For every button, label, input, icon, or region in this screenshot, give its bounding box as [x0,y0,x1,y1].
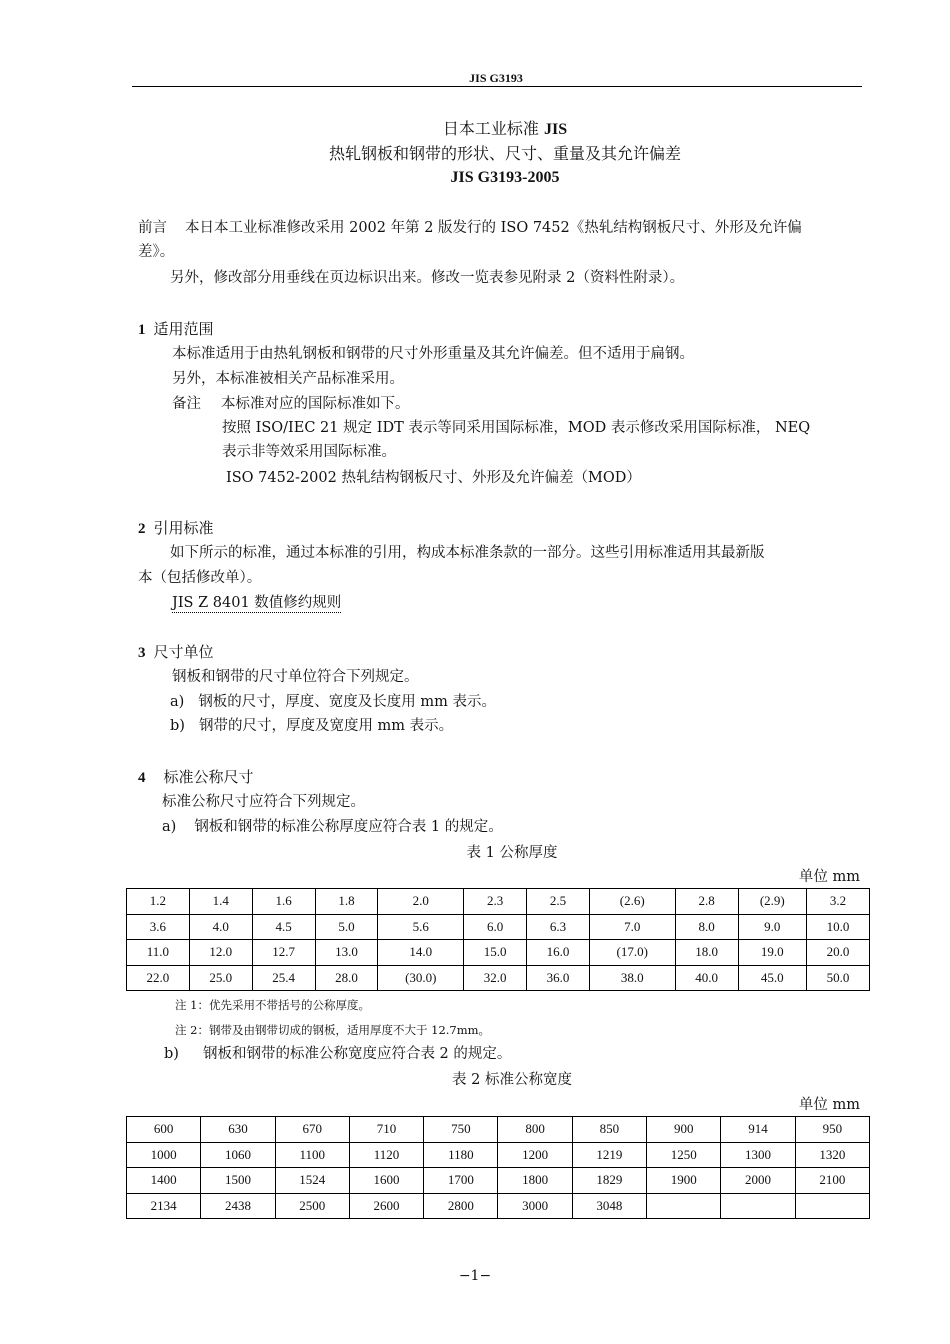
title-line-1 [0,117,950,142]
table-cell: 2.3 [464,889,527,915]
section-2-number: 2 [138,521,146,537]
section-3-title: 尺寸单位 [153,643,214,661]
table-cell [795,1193,869,1219]
section-3-p1: 钢板和钢带的尺寸单位符合下列规定。 [172,669,419,685]
section-4-title: 标准公称尺寸 [163,768,254,786]
table-row [127,965,870,991]
table-cell: 10.0 [807,914,870,940]
section-2-p1-line-2: 本（包括修改单）。 [138,570,262,586]
section-2-title: 引用标准 [153,519,214,537]
table-cell: 5.6 [378,914,464,940]
table-cell: 25.4 [252,965,315,991]
table-row [127,914,870,940]
foreword-line-1 [138,216,868,240]
table-cell: 1800 [498,1168,572,1194]
table-cell [721,1193,795,1219]
table-cell: 950 [795,1117,869,1143]
title-line-1-bold: JIS [543,121,568,138]
section-1-p1: 本标准适用于由热轧钢板和钢带的尺寸外形重量及其允许偏差。但不适用于扁钢。 [172,346,694,362]
section-1-number: 1 [138,322,146,338]
table-cell: 14.0 [378,940,464,966]
table-cell: 2.0 [378,889,464,915]
running-header: JIS G3193 [469,71,523,85]
section-2-p1-line-1: 如下所示的标准，通过本标准的引用，构成本标准条款的一部分。这些引用标准适用其最新版 [170,545,765,561]
table-cell: 1400 [127,1168,201,1194]
remark-p2-line-2: 表示非等效采用国际标准。 [222,444,396,460]
table-cell: 50.0 [807,965,870,991]
table-cell: 1219 [572,1142,646,1168]
table-cell: 850 [572,1117,646,1143]
item-b-label: b) [170,718,185,734]
table-cell: 3.6 [127,914,190,940]
table-2-width [126,1116,870,1219]
table-cell: 8.0 [675,914,738,940]
table-cell: (30.0) [378,965,464,991]
title-line-3: JIS G3193-2005 [450,169,560,186]
table-cell: 1900 [647,1168,721,1194]
note-2: 注 2：钢带及由钢带切成的钢板，适用厚度不大于 12.7mm。 [175,1023,491,1037]
item-a-label: a) [162,819,177,835]
table-cell: 1060 [201,1142,275,1168]
foreword-label: 前言 [138,220,167,236]
table-row [127,940,870,966]
reference-link[interactable]: JIS Z 8401 数值修约规则 [172,595,342,611]
foreword-text-1-cont: 差》。 [138,244,175,260]
table-cell: 16.0 [527,940,590,966]
table-cell: 19.0 [738,940,807,966]
table-cell: 1700 [424,1168,498,1194]
table-cell: 12.7 [252,940,315,966]
table-cell: 4.5 [252,914,315,940]
table-cell: 1.8 [315,889,378,915]
item-b-text: 钢板和钢带的标准公称宽度应符合表 2 的规定。 [202,1046,512,1062]
title-line-1-cn: 日本工业标准 [442,119,539,138]
table-cell: 2.8 [675,889,738,915]
table-cell: 1250 [647,1142,721,1168]
header-rule [132,86,862,87]
table-cell: 13.0 [315,940,378,966]
table-cell: 20.0 [807,940,870,966]
table-cell: 1500 [201,1168,275,1194]
table-1-caption: 表 1 公称厚度 [466,845,558,861]
table-cell: 3000 [498,1193,572,1219]
table-cell: 914 [721,1117,795,1143]
table-cell: 38.0 [589,965,675,991]
table-cell: (2.6) [589,889,675,915]
table-cell: 2438 [201,1193,275,1219]
table-1-thickness [126,888,870,991]
section-4-heading [138,766,254,787]
table-2-unit: 单位 mm [798,1097,860,1113]
table-cell: 18.0 [675,940,738,966]
foreword-text-1: 本日本工业标准修改采用 2002 年第 2 版发行的 ISO 7452《热轧结构钢板尺寸、外形及允许偏 [185,220,802,236]
section-3-number: 3 [138,645,146,661]
table-1-unit: 单位 mm [798,869,860,885]
section-3-item-a [170,690,496,714]
table-cell: 600 [127,1117,201,1143]
table-cell: 2000 [721,1168,795,1194]
table-cell: 2100 [795,1168,869,1194]
table-cell: 800 [498,1117,572,1143]
table-cell: 5.0 [315,914,378,940]
table-cell: 3048 [572,1193,646,1219]
table-cell: 11.0 [127,940,190,966]
note-1: 注 1：优先采用不带括号的公称厚度。 [175,998,370,1012]
title-block [0,117,950,190]
table-row [127,1168,870,1194]
item-a-text: 钢板和钢带的标准公称厚度应符合表 1 的规定。 [194,819,503,835]
table-cell: 1180 [424,1142,498,1168]
item-a-label: a) [170,694,185,710]
table-cell: 1524 [275,1168,349,1194]
table-cell: 2500 [275,1193,349,1219]
section-3-heading [138,641,214,662]
table-cell: 1.2 [127,889,190,915]
table-cell: 2600 [349,1193,423,1219]
remark-p2-line-1: 按照 ISO/IEC 21 规定 IDT 表示等同采用国际标准，MOD 表示修改采用国际标准， NEQ [222,420,811,436]
section-2-heading [138,517,214,538]
table-cell: 6.0 [464,914,527,940]
table-cell: 750 [424,1117,498,1143]
table-cell: 670 [275,1117,349,1143]
table-cell: 2.5 [527,889,590,915]
table-cell: 1.4 [189,889,252,915]
table-cell: 3.2 [807,889,870,915]
table-cell: 12.0 [189,940,252,966]
remark-p3: ISO 7452-2002 热轧结构钢板尺寸、外形及允许偏差（MOD） [226,470,641,486]
title-line-2: 热轧钢板和钢带的形状、尺寸、重量及其允许偏差 [328,144,681,163]
table-cell: (2.9) [738,889,807,915]
table-2-caption: 表 2 标准公称宽度 [452,1072,572,1088]
table-cell: 1829 [572,1168,646,1194]
section-3-item-b [170,714,453,738]
table-cell: 4.0 [189,914,252,940]
table-cell: 32.0 [464,965,527,991]
table-cell: 1100 [275,1142,349,1168]
section-4-p1: 标准公称尺寸应符合下列规定。 [162,794,365,810]
table-cell: 7.0 [589,914,675,940]
table-cell: 28.0 [315,965,378,991]
section-1-p2: 另外，本标准被相关产品标准采用。 [172,371,404,387]
section-4-item-a [162,815,503,839]
table-cell: 630 [201,1117,275,1143]
table-cell: 22.0 [127,965,190,991]
table-cell: 1000 [127,1142,201,1168]
section-4-item-b [164,1042,511,1066]
table-cell: 1.6 [252,889,315,915]
item-b-text: 钢带的尺寸，厚度及宽度用 mm 表示。 [198,718,454,734]
table-cell: 6.3 [527,914,590,940]
table-cell [647,1193,721,1219]
table-cell: 900 [647,1117,721,1143]
table-cell: 25.0 [189,965,252,991]
table-cell: (17.0) [589,940,675,966]
table-cell: 45.0 [738,965,807,991]
table-row [127,1142,870,1168]
table-cell: 1600 [349,1168,423,1194]
table-row [127,1193,870,1219]
table-row [127,1117,870,1143]
table-cell: 9.0 [738,914,807,940]
section-1-heading [138,318,214,339]
remark-label: 备注 [172,396,201,412]
section-2-ref [172,591,341,615]
section-1-remark [172,392,410,416]
section-1-title: 适用范围 [153,320,214,338]
item-a-text: 钢板的尺寸，厚度、宽度及长度用 mm 表示。 [198,694,497,710]
table-cell: 2800 [424,1193,498,1219]
item-b-label: b) [164,1046,179,1062]
table-cell: 1120 [349,1142,423,1168]
table-cell: 1200 [498,1142,572,1168]
table-cell: 2134 [127,1193,201,1219]
table-cell: 710 [349,1117,423,1143]
table-cell: 1300 [721,1142,795,1168]
table-cell: 36.0 [527,965,590,991]
table-cell: 1320 [795,1142,869,1168]
table-row [127,889,870,915]
table-cell: 15.0 [464,940,527,966]
section-4-number: 4 [138,770,146,786]
remark-text: 本标准对应的国际标准如下。 [221,396,410,412]
foreword-text-2: 另外，修改部分用垂线在页边标识出来。修改一览表参见附录 2（资料性附录）。 [170,270,685,286]
table-cell: 40.0 [675,965,738,991]
page-number: −1− [458,1268,492,1284]
